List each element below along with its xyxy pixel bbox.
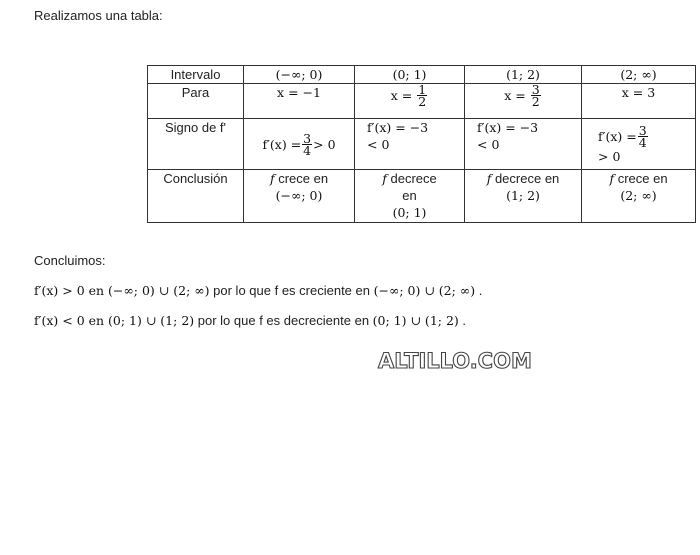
conclusion-line-2 <box>34 312 466 330</box>
sign-4-line2: > 0 <box>598 149 621 164</box>
conclusion-3-line2: (1; 2) <box>506 188 540 203</box>
conclusion-4-line1: f crece en <box>609 171 668 186</box>
sign-2-line2: < 0 <box>367 137 390 152</box>
line1-text-b: por lo que f es creciente en <box>209 283 374 298</box>
intro-text: Realizamos una tabla: <box>34 8 163 23</box>
sign-2-line1: f′(x) = −3 <box>367 120 429 135</box>
conclusion-cell-2 <box>355 170 465 223</box>
sign-4-line1 <box>598 125 695 148</box>
conclusion-label: Concluimos: <box>34 253 106 268</box>
conclusion-cell-4 <box>582 170 696 223</box>
conclusion-4-line2: (2; ∞) <box>620 188 657 203</box>
row-label-intervalo: Intervalo <box>148 66 244 84</box>
interval-cell-1: (−∞; 0) <box>244 66 355 84</box>
row-label-signo: Signo de f' <box>148 119 244 170</box>
test-point-2-prefix: x = <box>390 88 413 103</box>
test-point-1: x = −1 <box>277 85 321 100</box>
sign-3-line2: < 0 <box>477 137 500 152</box>
test-point-4: x = 3 <box>621 85 656 100</box>
table-row-signo <box>148 119 696 170</box>
line2-text-b: por lo que f es decreciente en <box>194 313 373 328</box>
conclusion-3-line1: f decrece en <box>486 171 560 186</box>
line2-text-d: . <box>458 313 467 328</box>
line1-text-d: . <box>475 283 483 298</box>
conclusion-line-1 <box>34 282 482 300</box>
sign-4-prefix: f′(x) = <box>598 129 637 144</box>
interval-cell-2: (0; 1) <box>355 66 465 84</box>
sign-cell-3 <box>465 119 582 170</box>
watermark-logo: ALTILLO.COM <box>378 349 532 373</box>
fraction-denominator: 2 <box>531 94 540 109</box>
table-row-interval <box>148 66 696 84</box>
sign-1-suffix: > 0 <box>313 136 336 152</box>
sign-cell-4 <box>582 119 696 170</box>
interval-cell-4: (2; ∞) <box>582 66 696 84</box>
sign-1-prefix: f′(x) = <box>262 136 302 152</box>
fraction-numerator: 3 <box>638 123 647 138</box>
fraction-numerator: 1 <box>418 82 427 97</box>
sign-4-fraction <box>638 125 648 148</box>
table-row-conclusion <box>148 170 696 223</box>
test-point-cell-1 <box>244 84 355 119</box>
fraction-denominator: 4 <box>638 135 647 150</box>
conclusion-2-line1: f decrece <box>382 171 437 186</box>
test-point-3-fraction <box>531 84 541 107</box>
line1-math-a: f′(x) > 0 en (−∞; 0) ∪ (2; ∞) <box>34 283 210 298</box>
test-point-2-fraction <box>417 84 427 107</box>
fraction-numerator: 3 <box>531 82 540 97</box>
sign-analysis-table <box>147 65 696 223</box>
sign-cell-2 <box>355 119 465 170</box>
fraction-denominator: 4 <box>303 142 312 158</box>
conclusion-1-line2: (−∞; 0) <box>275 188 323 203</box>
interval-cell-3: (1; 2) <box>465 66 582 84</box>
test-point-cell-3 <box>465 84 582 119</box>
conclusion-1-line1: f crece en <box>269 171 329 186</box>
sign-3-line1: f′(x) = −3 <box>477 120 539 135</box>
line2-math-a: f′(x) < 0 en (0; 1) ∪ (1; 2) <box>34 313 195 328</box>
conclusion-cell-3 <box>465 170 582 223</box>
test-point-3-prefix: x = <box>504 88 526 103</box>
line1-math-c: (−∞; 0) ∪ (2; ∞) <box>373 283 476 298</box>
conclusion-2-line3: (0; 1) <box>392 205 427 220</box>
test-point-cell-4 <box>582 84 696 119</box>
conclusion-2-line2: en <box>402 188 417 203</box>
sign-cell-1 <box>244 119 355 170</box>
row-label-conclusion: Conclusión <box>148 170 244 223</box>
conclusion-cell-1 <box>244 170 355 223</box>
sign-1-fraction <box>302 130 312 158</box>
test-point-cell-2 <box>355 84 465 119</box>
fraction-numerator: 3 <box>303 130 312 146</box>
fraction-denominator: 2 <box>418 94 427 109</box>
row-label-para: Para <box>148 84 244 119</box>
table-row-para <box>148 84 696 119</box>
line2-math-c: (0; 1) ∪ (1; 2) <box>372 313 459 328</box>
